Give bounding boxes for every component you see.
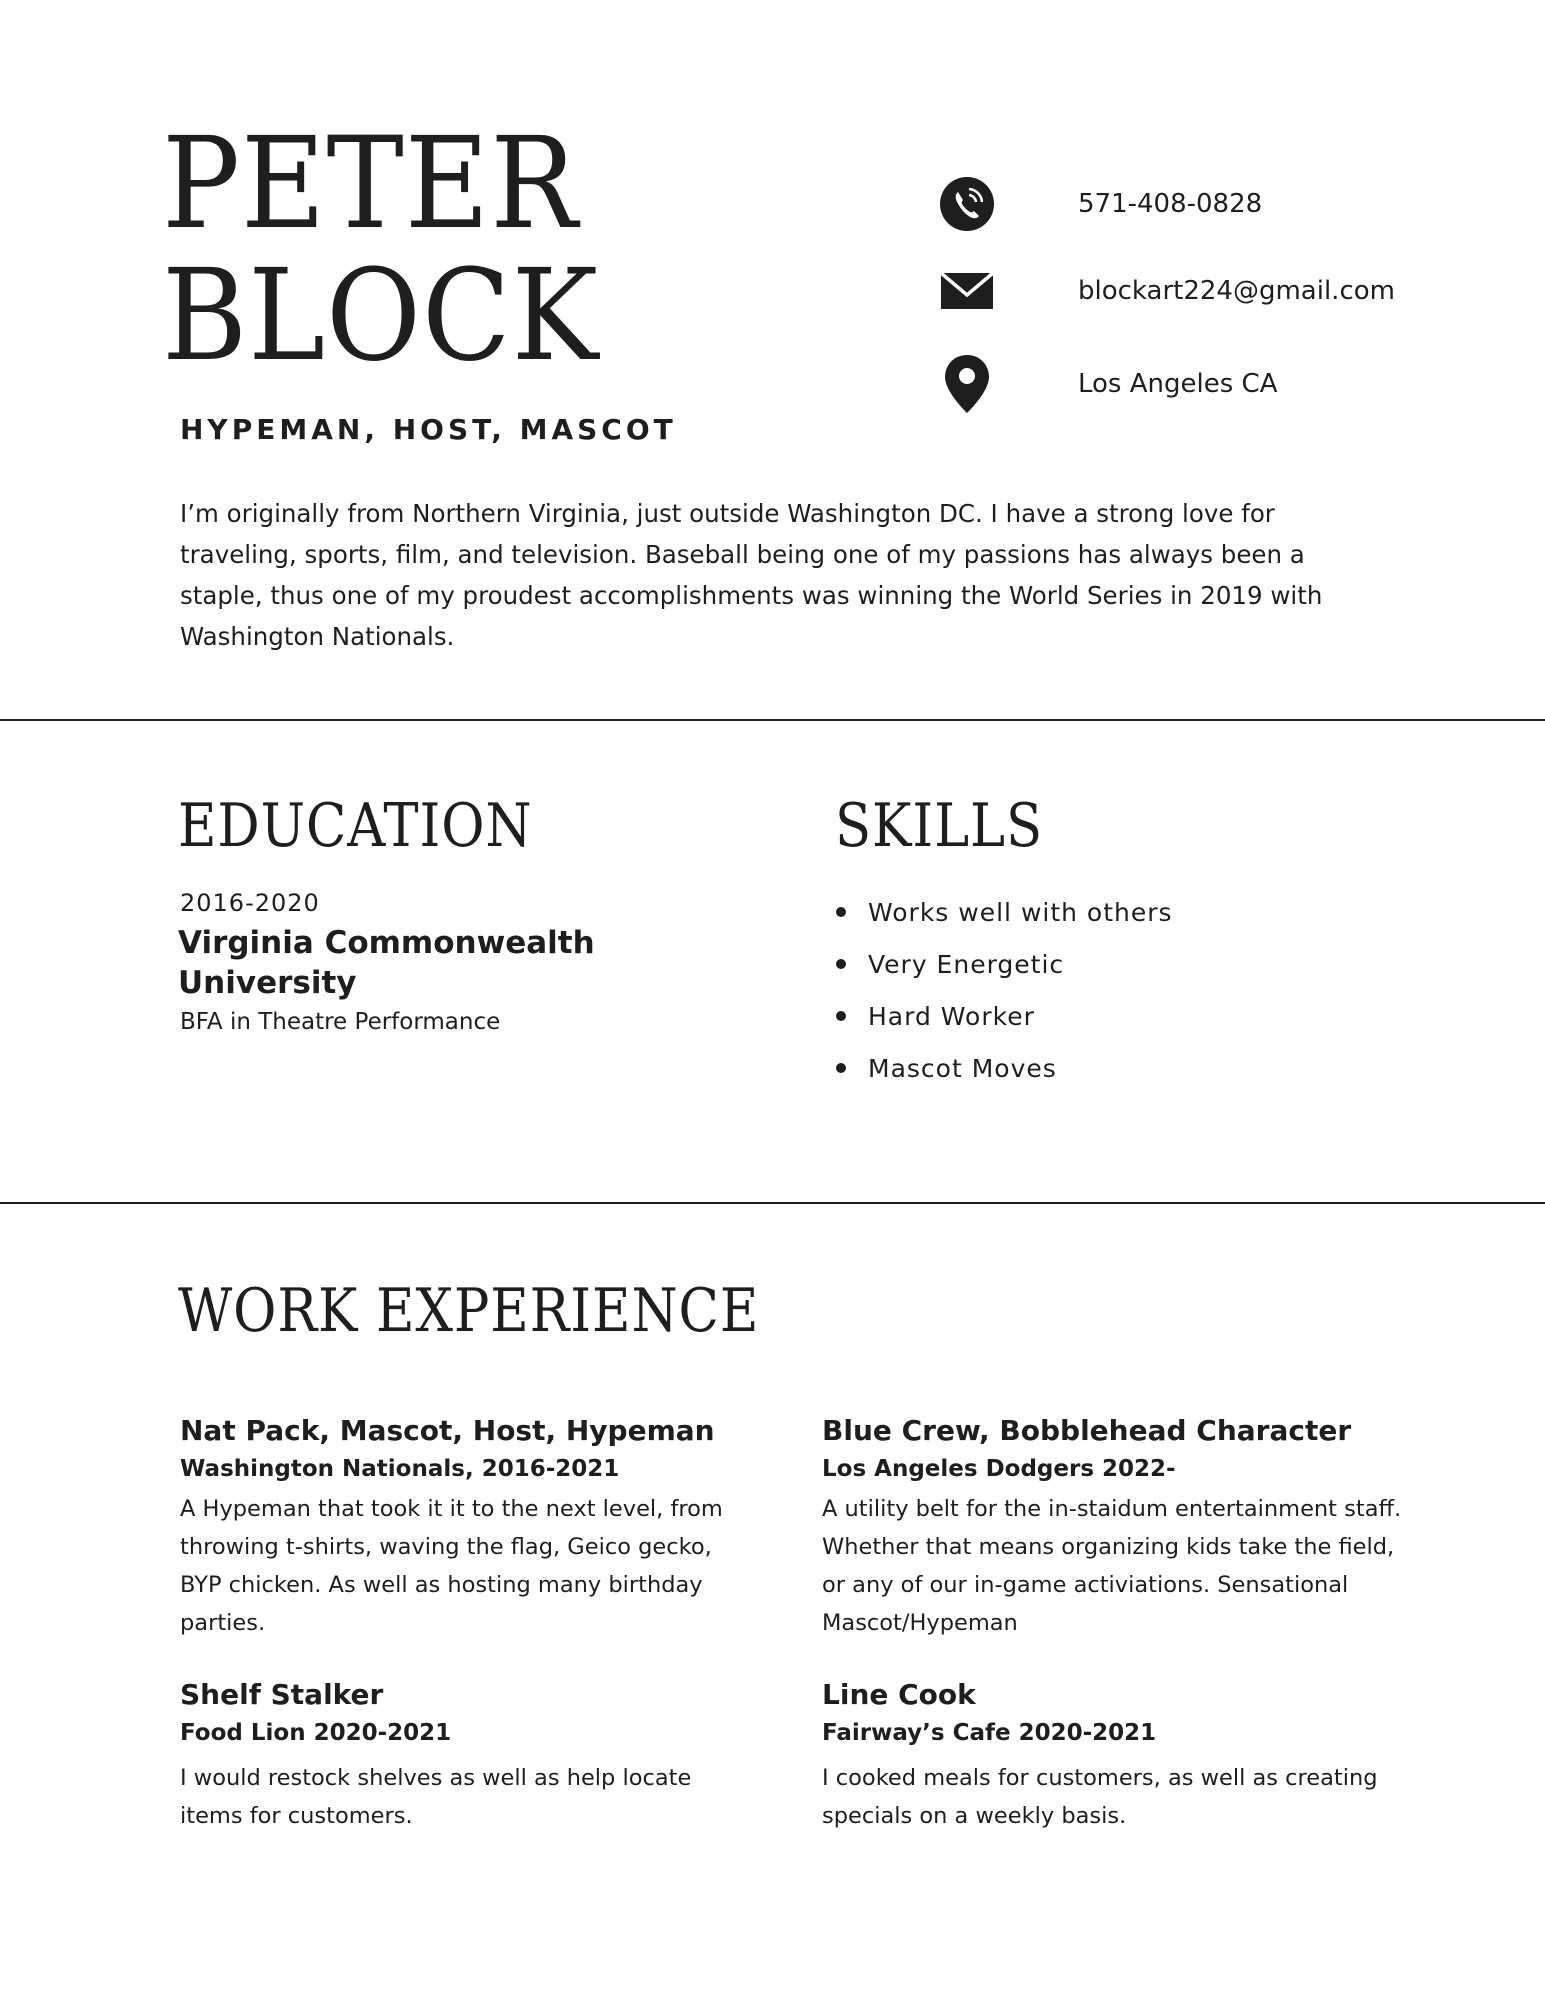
job-titles: HYPEMAN, HOST, MASCOT [180,413,677,446]
skill-item [836,938,1173,990]
job-description: I cooked meals for customers, as well as creating specials on a weekly basis. [822,1765,1378,1829]
job-entry [822,1677,1402,1835]
contact-location [938,355,1277,413]
location-pin-icon [938,355,996,413]
job-title: Line Cook [822,1678,976,1711]
job-description: A Hypeman that took it it to the next level, from throwing t-shirts, waving the flag, Geico gecko, BYP chicken. As well as hosting many birthday parties. [180,1496,723,1636]
first-name: PETER [162,110,579,257]
job-organization: Washington Nationals, 2016-2021 [180,1456,620,1482]
bullet-icon [836,1063,846,1073]
contact-phone [938,175,1262,233]
phone-icon [938,175,996,233]
job-organization: Los Angeles Dodgers 2022- [822,1456,1176,1482]
job-title: Nat Pack, Mascot, Host, Hypeman [180,1414,715,1447]
envelope-icon [938,262,996,320]
education-school: Virginia Commonwealth University [178,925,595,1001]
skill-item [836,886,1173,938]
work-experience-heading: WORK EXPERIENCE [178,1276,760,1346]
phone-number[interactable]: 571-408-0828 [1078,189,1263,219]
applicant-name [162,110,600,389]
skills-heading: SKILLS [835,791,1044,861]
skills-list [836,886,1173,1094]
bullet-icon [836,1011,846,1021]
education-heading: EDUCATION [178,791,533,861]
job-organization: Fairway’s Cafe 2020-2021 [822,1720,1157,1746]
contact-email [938,262,1395,320]
job-entry [822,1413,1402,1642]
email-address[interactable]: blockart224@gmail.com [1078,276,1395,306]
section-divider [0,719,1545,721]
job-title: Shelf Stalker [180,1678,384,1711]
job-entry [180,1677,760,1835]
bullet-icon [836,959,846,969]
skill-label: Works well with others [868,897,1173,927]
job-description: A utility belt for the in-staidum entertainment staff. Whether that means organizing kids take the field, or any of our in-game activiations. Sensational Mascot/Hypeman [822,1496,1402,1636]
education-years: 2016-2020 [180,889,320,917]
skill-label: Mascot Moves [868,1053,1057,1083]
education-degree: BFA in Theatre Performance [180,1009,501,1035]
skill-label: Hard Worker [868,1001,1035,1031]
section-divider [0,1202,1545,1204]
location-text: Los Angeles CA [1078,369,1278,399]
last-name: BLOCK [162,242,600,389]
job-entry [180,1413,760,1642]
bio-paragraph: I’m originally from Northern Virginia, just outside Washington DC. I have a strong love for traveling, sports, film, and television. Baseball being one of my passions has always been a staple, thus one of my proudest accomplishments was winning the World Series in 2019 with Washington Nationals. [180,499,1323,651]
job-title: Blue Crew, Bobblehead Character [822,1414,1352,1447]
job-organization: Food Lion 2020-2021 [180,1720,452,1746]
job-description: I would restock shelves as well as help locate items for customers. [180,1765,692,1829]
skill-label: Very Energetic [868,949,1065,979]
skill-item [836,1042,1173,1094]
skill-item [836,990,1173,1042]
bullet-icon [836,907,846,917]
